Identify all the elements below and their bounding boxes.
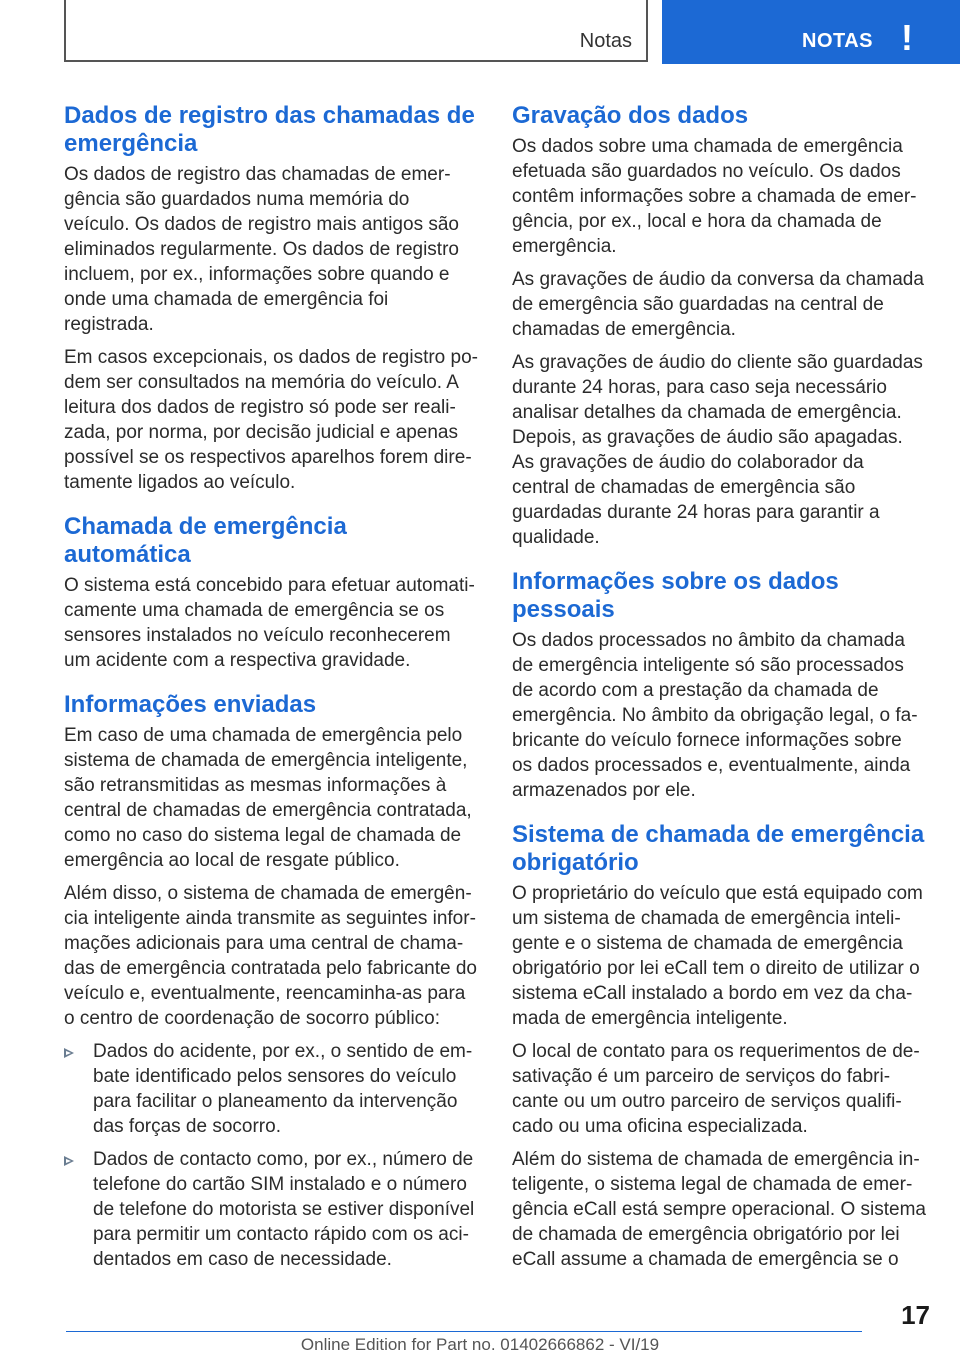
- paragraph: O sistema está concebido para efetuar automaticamente uma chamada de emergência se os sensores instalados no veículo reconhecerem um acidente com a respectiva gravidade.: [64, 575, 475, 671]
- chapter-tab-label: NOTAS: [802, 30, 874, 52]
- footer-edition: Online Edition for Part no. 01402666862 - VI/19: [300, 1335, 660, 1354]
- section-data-recording: [512, 102, 926, 550]
- section-sent-information: [64, 691, 478, 1272]
- paragraph: Os dados sobre uma chamada de emergência efetuada são guardados no veículo. Os dados contêm informações sobre a chamada de emergência, por ex., local e hora da chamada de emergência.: [512, 136, 917, 257]
- triangle-bullet-icon: [64, 1048, 74, 1058]
- paragraph: Em casos excepcionais, os dados de registro podem ser consultados na memória do veículo. A leitura dos dados de registro só pode ser realizada, por norma, por decisão judicial e apenas possível se os respectivos aparelhos forem diretamente ligados ao veículo.: [64, 347, 478, 493]
- section-heading: Sistema de chamada de emergência obrigatório: [512, 821, 925, 876]
- bullet-list: [64, 1039, 478, 1272]
- paragraph: Além disso, o sistema de chamada de emergência inteligente ainda transmite as seguintes informações adicionais para uma central de chamadas de emergência contratada pelo fabricante do veículo e, eventualmente, reencaminha-as para o centro de coordenação de socorro público:: [64, 883, 477, 1029]
- footer-divider: [66, 1331, 862, 1332]
- triangle-bullet-icon: [64, 1156, 74, 1166]
- section-heading: Dados de registro das chamadas de emergência: [64, 102, 475, 157]
- section-heading: Gravação dos dados: [512, 102, 749, 129]
- section-mandatory-ecall: [512, 821, 926, 1272]
- list-item-text: Dados de contacto como, por ex., número de telefone do cartão SIM instalado e o número de telefone do motorista se estiver disponível para permitir um contacto rápido com os acidentados em caso de necessidade.: [93, 1149, 475, 1270]
- section-heading: Informações enviadas: [64, 691, 317, 718]
- section-heading: Chamada de emergência automática: [64, 513, 347, 568]
- section-call-records: [64, 102, 478, 495]
- paragraph: As gravações de áudio da conversa da chamada de emergência são guardadas na central de chamadas de emergência.: [512, 269, 924, 340]
- left-column: [64, 102, 478, 1290]
- list-item-text: Dados do acidente, por ex., o sentido de embate identificado pelos sensores do veículo para facilitar o planeamento da intervenção das forças de socorro.: [93, 1041, 473, 1137]
- paragraph: O proprietário do veículo que está equipado com um sistema de chamada de emergência inteligente e o sistema de chamada de emergência obrigatório por lei eCall tem o direito de utilizar o sistema eCall instalado a bordo em vez da chamada de emergência inteligente.: [512, 883, 923, 1029]
- header-frame: [64, 0, 648, 62]
- section-personal-data: [512, 568, 926, 803]
- page-number: 17: [901, 1300, 930, 1330]
- section-heading: Informações sobre os dados pessoais: [512, 568, 839, 623]
- paragraph: Além do sistema de chamada de emergência inteligente, o sistema legal de chamada de emergência eCall está sempre operacional. O sistema de chamada de emergência obrigatório por lei eCall assume a chamada de emergência se o: [512, 1149, 926, 1270]
- header-section-label: Notas: [579, 30, 632, 52]
- paragraph: Os dados de registro das chamadas de emergência são guardados numa memória do veículo. Os dados de registro mais antigos são eliminados regularmente. Os dados de registro incluem, por ex., informações sobre quando e onde uma chamada de emergência foi registrada.: [64, 164, 459, 335]
- list-item: [64, 1039, 478, 1139]
- section-automatic-call: [64, 513, 478, 673]
- paragraph: Os dados processados no âmbito da chamada de emergência inteligente só são processados de acordo com a prestação da chamada de emergência. No âmbito da obrigação legal, o fabricante do veículo fornece informações sobre os dados processados e, eventualmente, ainda armazenados por ele.: [512, 630, 918, 801]
- list-item: [64, 1147, 478, 1272]
- paragraph: Em caso de uma chamada de emergência pelo sistema de chamada de emergência inteligente, são retransmitidas as mesmas informações à central de chamadas de emergência contratada, como no caso do sistema legal de chamada de emergência ao local de resgate público.: [64, 725, 472, 871]
- exclamation-icon: !: [901, 17, 913, 58]
- paragraph: O local de contato para os requerimentos de desativação é um parceiro de serviços do fabricante ou um outro parceiro de serviços qualificado ou uma oficina especializada.: [512, 1041, 920, 1137]
- paragraph: As gravações de áudio do cliente são guardadas durante 24 horas, para caso seja necessário analisar detalhes da chamada de emergência. Depois, as gravações de áudio são apagadas. As gravações de áudio do colaborador da central de chamadas de emergência são guardadas durante 24 horas para garantir a qualidade.: [512, 352, 923, 548]
- chapter-tab: [662, 0, 960, 64]
- right-column: [512, 102, 926, 1290]
